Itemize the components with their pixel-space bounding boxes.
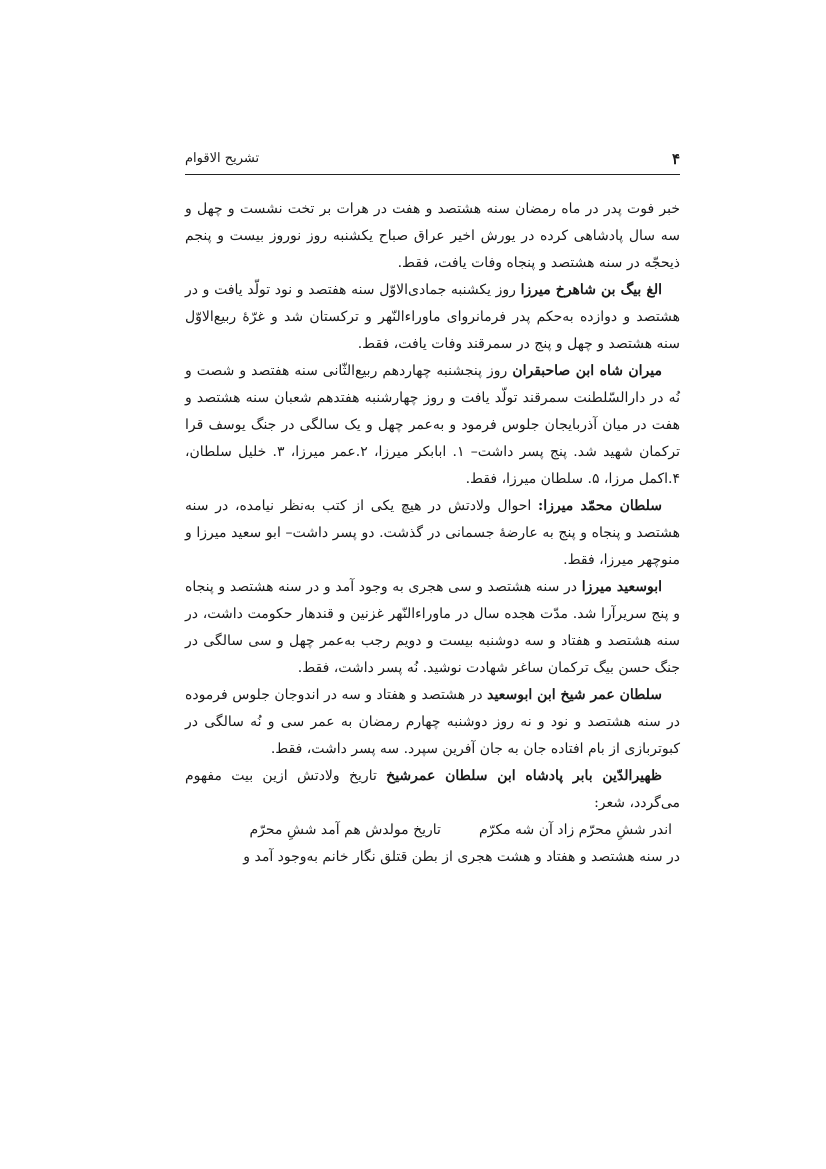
paragraph-ulugh-beg <box>185 277 680 358</box>
paragraph-heading: ابوسعید میرزا <box>581 579 662 595</box>
paragraph-umar-shaikh <box>185 682 680 763</box>
paragraph-sultan-muhammad <box>185 493 680 574</box>
paragraph-miran-shah <box>185 358 680 493</box>
page-header <box>185 150 680 175</box>
body-text <box>185 196 680 871</box>
paragraph-heading: سلطان محمّد میرزا: <box>538 498 663 514</box>
paragraph-intro <box>185 196 680 277</box>
paragraph-heading: میران شاه ابن صاحبقران <box>512 363 662 379</box>
page-number: ۴ <box>671 150 680 168</box>
paragraph-closing <box>185 844 680 871</box>
paragraph-text: در هشتصد و هفتاد و سه در اندوجان جلوس فرموده در سنه هشتصد و نود و نه روز دوشنبه چهارم رمضان به عمر سی و نُه سالگی در کبوتربازی از بام افتاده جان به جان آفرین سپرد. سه پسر داشت، فقط. <box>185 687 680 757</box>
paragraph-heading: الغ بیگ بن شاهرخ میرزا <box>520 282 663 298</box>
paragraph-babur <box>185 763 680 817</box>
paragraph-text: در سنه هشتصد و هفتاد و هشت هجری از بطن قتلق نگار خانم به‌وجود آمد و <box>243 849 680 865</box>
paragraph-heading: ظهیرالدّین بابر پادشاه ابن سلطان عمرشیخ <box>386 768 662 784</box>
paragraph-text: در سنه هشتصد و سی هجری به وجود آمد و در سنه هشتصد و پنجاه و پنج سریرآرا شد. مدّت هجده سال در ماوراءالنّهر غزنین و قندهار حکومت داشت، در سنه هشتصد و هفتاد و سه دوشنبه بیست و دویم رجب به‌عمر چهل و سی سالگی در جنگ حسن بیگ ترکمان ساغر شهادت نوشید. نُه پسر داشت، فقط. <box>185 579 680 676</box>
paragraph-text: خبر فوت پدر در ماه رمضان سنه هشتصد و هفت در هرات بر تخت نشست و چهل و سه سال پادشاهی کرده در یورش اخیر عراق صباح یکشنبه روز نوروز بیست و پنجم ذیحجّه در سنه هشتصد و پنجاه وفات یافت، فقط. <box>185 201 680 271</box>
verse-second-hemistich: تاریخ مولدش هم آمد ششِ محرّم <box>249 822 441 838</box>
verse-first-hemistich: اندر ششِ محرّم زاد آن شه مکرّم <box>478 822 672 838</box>
paragraph-abu-said <box>185 574 680 682</box>
paragraph-text: روز پنجشنبه چهاردهم ربیع‌الثّانی سنه هفتصد و شصت و نُه در دارالسّلطنت سمرقند تولّد یافت و روز چهارشنبه هفتدهم شعبان سنه هشتصد و هفت در میان آذربایجان جلوس فرمود و به‌عمر چهل و یک سالگی در جنگ یوسف قرا ترکمان شهید شد. پنج پسر داشت– ۱. ابابکر میرزا، ۲.عمر میرزا، ۳. خلیل سلطان، ۴.اکمل مرزا، ۵. سلطان میرزا، فقط. <box>185 363 680 487</box>
verse-line <box>185 817 680 844</box>
paragraph-heading: سلطان عمر شیخ ابن ابوسعید <box>487 687 663 703</box>
running-title: تشریح الاقوام <box>185 151 260 166</box>
paragraph-text: تاریخ ولادتش ازین بیت مفهوم می‌گردد، شعر: <box>185 768 680 811</box>
paragraph-text: احوال ولادتش در هیچ یکی از کتب به‌نظر نیامده، در سنه هشتصد و پنجاه و پنج به عارضهٔ جسمانی در گذشت. دو پسر داشت– ابو سعید میرزا و منوچهر میرزا، فقط. <box>185 498 680 568</box>
paragraph-text: روز یکشنبه جمادی‌الاوّل سنه هفتصد و نود تولّد یافت و در هشتصد و دوازده به‌حکم پدر فرمانروای ماوراءالنّهر و ترکستان شد و غرّهٔ ربیع‌الاوّل سنه هشتصد و چهل و پنج در سمرقند وفات یافت، فقط. <box>185 282 680 352</box>
